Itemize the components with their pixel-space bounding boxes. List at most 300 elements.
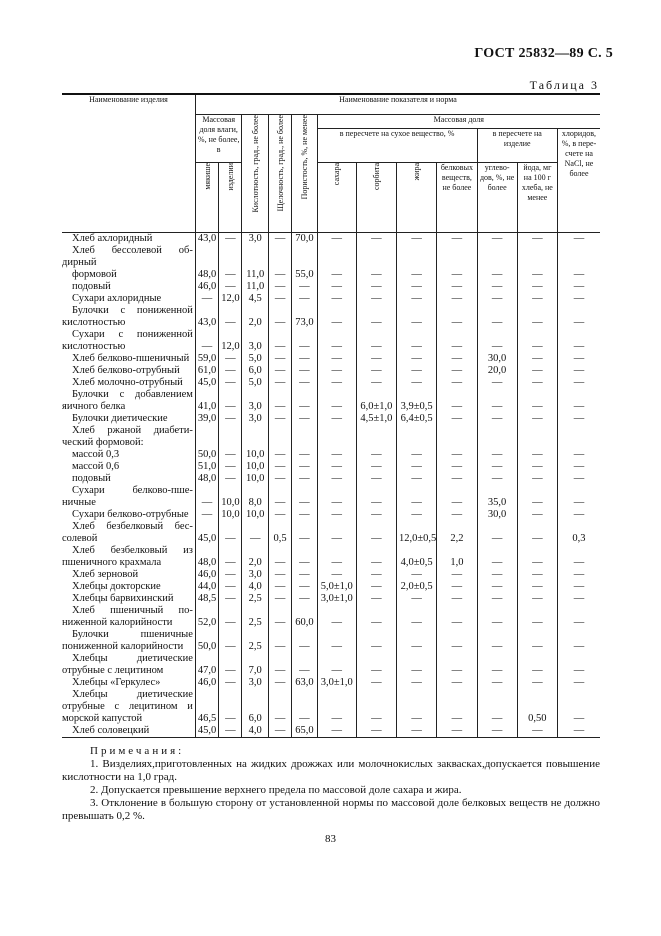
row-value: — xyxy=(517,281,557,293)
row-value: — xyxy=(219,593,242,605)
row-value: — xyxy=(356,569,396,581)
row-value: — xyxy=(517,461,557,473)
row-value: — xyxy=(437,353,477,365)
table-row xyxy=(62,473,600,485)
row-value: — xyxy=(437,293,477,305)
row-value: 48,5 xyxy=(195,593,218,605)
row-value: — xyxy=(268,653,291,677)
row-value: — xyxy=(517,377,557,389)
row-value: 5,0 xyxy=(242,353,268,365)
row-value: — xyxy=(517,653,557,677)
row-value: 2,0±0,5 xyxy=(397,581,437,593)
row-value: — xyxy=(477,461,517,473)
row-value: — xyxy=(195,509,218,521)
row-value: — xyxy=(397,653,437,677)
row-value: — xyxy=(517,521,557,545)
row-value: 47,0 xyxy=(195,653,218,677)
row-value: — xyxy=(517,329,557,353)
table-row xyxy=(62,689,600,725)
row-value: — xyxy=(356,521,396,545)
row-value: 4,0 xyxy=(242,581,268,593)
row-value: — xyxy=(517,581,557,593)
row-value: — xyxy=(268,281,291,293)
row-value: — xyxy=(292,485,317,509)
row-value: 10,0 xyxy=(242,473,268,485)
col-header-dry: в пересчете на сухое вещество, % xyxy=(317,128,477,162)
row-value: — xyxy=(397,269,437,281)
row-value: 46,0 xyxy=(195,569,218,581)
row-name: Хлебцы диетические отрубные с лецитином xyxy=(62,652,193,676)
table-container xyxy=(62,93,600,738)
row-value: 4,0±0,5 xyxy=(397,545,437,569)
row-name: Хлеб зерновой xyxy=(72,568,139,580)
row-value: — xyxy=(268,353,291,365)
row-value: — xyxy=(356,281,396,293)
row-value: — xyxy=(517,473,557,485)
row-value: — xyxy=(437,473,477,485)
row-value: — xyxy=(268,232,291,245)
row-name: Хлебцы барвихинский xyxy=(72,592,174,604)
col-header-porosity: Пористость, %, не менее xyxy=(292,114,317,232)
row-value: — xyxy=(557,305,600,329)
row-value: — xyxy=(557,569,600,581)
row-name: Булочки с добавлением яичного белка xyxy=(62,388,193,412)
row-value: — xyxy=(397,725,437,738)
row-value xyxy=(242,425,268,449)
table-row xyxy=(62,545,600,569)
table-row xyxy=(62,605,600,629)
row-value xyxy=(517,245,557,269)
table-row xyxy=(62,629,600,653)
row-value: 4,5 xyxy=(242,293,268,305)
row-value: 3,0±1,0 xyxy=(317,677,356,689)
row-value: 2,2 xyxy=(437,521,477,545)
row-value: — xyxy=(437,281,477,293)
row-name: Хлеб белково-пшеничный xyxy=(72,352,190,364)
row-value: — xyxy=(268,389,291,413)
row-value: 8,0 xyxy=(242,485,268,509)
row-value: — xyxy=(219,629,242,653)
row-value: — xyxy=(268,629,291,653)
table-row xyxy=(62,653,600,677)
col-header-protein: белковых веществ, не более xyxy=(437,162,477,232)
row-value: — xyxy=(477,269,517,281)
table-row xyxy=(62,485,600,509)
row-value: — xyxy=(292,509,317,521)
row-value: — xyxy=(397,377,437,389)
row-value: — xyxy=(292,353,317,365)
row-value: — xyxy=(557,653,600,677)
row-value: — xyxy=(437,653,477,677)
row-value: — xyxy=(317,353,356,365)
row-value: — xyxy=(477,389,517,413)
row-value: — xyxy=(268,725,291,738)
row-value: 30,0 xyxy=(477,509,517,521)
row-value: — xyxy=(219,569,242,581)
row-value: — xyxy=(397,232,437,245)
row-value: — xyxy=(317,281,356,293)
col-header-indicator: Наименование показателя и норма xyxy=(195,94,600,114)
row-value: — xyxy=(356,461,396,473)
row-value: 60,0 xyxy=(292,605,317,629)
row-value: — xyxy=(437,232,477,245)
row-value: — xyxy=(557,581,600,593)
row-name: массой 0,6 xyxy=(72,460,120,472)
row-value: 6,0 xyxy=(242,365,268,377)
row-value: 5,0±1,0 xyxy=(317,581,356,593)
row-value: — xyxy=(557,473,600,485)
row-value: — xyxy=(219,413,242,425)
col-header-product-moisture: изделии xyxy=(219,162,242,232)
row-value: — xyxy=(477,689,517,725)
row-value: 4,5±1,0 xyxy=(356,413,396,425)
row-value xyxy=(517,425,557,449)
row-value: — xyxy=(517,449,557,461)
row-value: 11,0 xyxy=(242,281,268,293)
row-value: 73,0 xyxy=(292,305,317,329)
row-value: — xyxy=(268,413,291,425)
row-value: — xyxy=(317,725,356,738)
row-value: — xyxy=(437,581,477,593)
row-value: — xyxy=(557,365,600,377)
col-header-mass: Массовая доля xyxy=(317,114,600,128)
row-value: 35,0 xyxy=(477,485,517,509)
row-value: — xyxy=(437,689,477,725)
row-value: 48,0 xyxy=(195,269,218,281)
row-value: — xyxy=(219,473,242,485)
row-name: Сухари с пониженной кислотностью xyxy=(62,328,193,352)
row-value: — xyxy=(397,629,437,653)
col-header-moisture: Массовая доля влаги, %, не более, в xyxy=(195,114,242,162)
row-value: — xyxy=(477,521,517,545)
row-value: — xyxy=(477,545,517,569)
row-value: 30,0 xyxy=(477,353,517,365)
row-value: — xyxy=(292,329,317,353)
row-value: — xyxy=(219,581,242,593)
standard-header: ГОСТ 25832—89 С. 5 xyxy=(474,46,613,61)
row-value: 41,0 xyxy=(195,389,218,413)
row-value: — xyxy=(397,677,437,689)
row-value: — xyxy=(557,485,600,509)
row-value: — xyxy=(517,569,557,581)
row-value: — xyxy=(292,581,317,593)
row-value: — xyxy=(477,329,517,353)
row-value: — xyxy=(517,605,557,629)
row-value: — xyxy=(517,232,557,245)
row-value: 59,0 xyxy=(195,353,218,365)
row-value: — xyxy=(268,365,291,377)
row-name: Хлебцы диетические отрубные с лецитином и морской капустой xyxy=(62,688,193,724)
row-value: — xyxy=(557,389,600,413)
row-value: — xyxy=(517,269,557,281)
row-value: 6,0±1,0 xyxy=(356,389,396,413)
row-value: 0,5 xyxy=(268,521,291,545)
row-value: — xyxy=(268,293,291,305)
row-value: 3,0 xyxy=(242,232,268,245)
row-value: — xyxy=(557,509,600,521)
row-value: — xyxy=(356,677,396,689)
row-value: 3,0 xyxy=(242,413,268,425)
row-value: — xyxy=(517,509,557,521)
row-value: 10,0 xyxy=(242,461,268,473)
row-value: 46,5 xyxy=(195,689,218,725)
row-value: 2,5 xyxy=(242,593,268,605)
row-value: — xyxy=(268,545,291,569)
row-value: — xyxy=(437,377,477,389)
table-row xyxy=(62,305,600,329)
row-value: — xyxy=(557,725,600,738)
row-name: Хлеб безбелковый бессолевой xyxy=(62,520,193,544)
row-value: — xyxy=(517,389,557,413)
row-value: — xyxy=(477,677,517,689)
row-value: — xyxy=(437,629,477,653)
row-value: — xyxy=(292,413,317,425)
table-row xyxy=(62,281,600,293)
row-value: — xyxy=(477,377,517,389)
row-value: — xyxy=(557,329,600,353)
row-value: 43,0 xyxy=(195,232,218,245)
col-header-carbs: углеводов, %, не более xyxy=(477,162,517,232)
row-value: — xyxy=(557,689,600,725)
row-value: — xyxy=(195,293,218,305)
row-value: — xyxy=(557,449,600,461)
row-value: — xyxy=(219,449,242,461)
row-value: — xyxy=(356,449,396,461)
note-1: 1. Визделиях,приготовленных на жидких дрожжах или молочнокислых заквасках,допускается повышение кислотности на 1,0 град. xyxy=(62,758,600,783)
col-header-acidity: Кислотность, град., не более xyxy=(242,114,268,232)
note-2: 2. Допускается превышение верхнего предела по массовой доле сахара и жира. xyxy=(90,784,462,796)
col-header-iodine: йода, мг на 100 г хлеба, не менее xyxy=(517,162,557,232)
row-name: Хлеб ахлоридный xyxy=(62,232,195,245)
row-value xyxy=(437,245,477,269)
row-value: 2,0 xyxy=(242,545,268,569)
row-name: формовой xyxy=(72,268,117,280)
row-value: — xyxy=(317,545,356,569)
row-value: — xyxy=(557,413,600,425)
row-value: 46,0 xyxy=(195,281,218,293)
row-value: — xyxy=(268,689,291,725)
row-value: — xyxy=(219,653,242,677)
row-value: 3,0 xyxy=(242,569,268,581)
row-value: 3,0±1,0 xyxy=(317,593,356,605)
row-value: — xyxy=(195,485,218,509)
row-value: — xyxy=(557,677,600,689)
row-value: — xyxy=(292,473,317,485)
row-value: — xyxy=(317,232,356,245)
row-value: — xyxy=(292,521,317,545)
row-value: — xyxy=(557,293,600,305)
row-value: 6,4±0,5 xyxy=(397,413,437,425)
row-value: — xyxy=(437,509,477,521)
row-value: — xyxy=(268,461,291,473)
row-value: — xyxy=(356,509,396,521)
row-value: — xyxy=(437,485,477,509)
row-value: — xyxy=(356,629,396,653)
row-value: — xyxy=(557,461,600,473)
row-value: — xyxy=(557,593,600,605)
row-value: — xyxy=(219,232,242,245)
note-3: 3. Отклонение в большую сторону от установленной нормы по массовой доле белковых веществ не должно превышать 0,2 %. xyxy=(62,797,600,822)
table-row xyxy=(62,232,600,245)
row-value: — xyxy=(317,365,356,377)
row-value: — xyxy=(356,353,396,365)
row-value: 50,0 xyxy=(195,449,218,461)
notes-title: Примечания: xyxy=(90,745,185,757)
row-value: — xyxy=(477,281,517,293)
row-value: — xyxy=(517,305,557,329)
table-row xyxy=(62,329,600,353)
row-value: — xyxy=(317,305,356,329)
row-value: — xyxy=(219,521,242,545)
row-value xyxy=(557,245,600,269)
row-name: подовый xyxy=(72,472,111,484)
row-name: Хлебцы «Геркулес» xyxy=(72,676,161,688)
row-value: — xyxy=(219,461,242,473)
row-value xyxy=(317,245,356,269)
table-row xyxy=(62,377,600,389)
row-value: — xyxy=(356,473,396,485)
row-value: — xyxy=(437,365,477,377)
row-value: — xyxy=(317,269,356,281)
row-value: — xyxy=(268,593,291,605)
row-value: — xyxy=(477,653,517,677)
row-value: — xyxy=(219,389,242,413)
row-value xyxy=(195,245,218,269)
page-number: 83 xyxy=(325,833,336,845)
col-header-name: Наименование изделия xyxy=(62,94,195,232)
row-name: Хлеб безбелковый из пшеничного крахмала xyxy=(62,544,193,568)
row-value: — xyxy=(397,353,437,365)
row-value: — xyxy=(292,569,317,581)
row-value xyxy=(557,425,600,449)
row-value: — xyxy=(356,605,396,629)
row-value: — xyxy=(356,329,396,353)
row-value: 3,0 xyxy=(242,389,268,413)
row-value: 10,0 xyxy=(242,509,268,521)
data-table xyxy=(62,93,600,738)
row-value: — xyxy=(356,545,396,569)
row-value: — xyxy=(317,689,356,725)
row-value: — xyxy=(292,689,317,725)
row-value: — xyxy=(517,485,557,509)
row-value: — xyxy=(397,689,437,725)
row-value: — xyxy=(219,725,242,738)
row-value: — xyxy=(437,413,477,425)
row-value: 10,0 xyxy=(219,485,242,509)
row-value: 45,0 xyxy=(195,725,218,738)
row-name: Хлеб белково-отрубный xyxy=(72,364,180,376)
row-name: Булочки с пониженной кислотностью xyxy=(62,304,193,328)
table-row xyxy=(62,269,600,281)
row-value: — xyxy=(557,353,600,365)
row-name: Хлеб пшеничный пониженной калорийности xyxy=(62,604,193,628)
row-value: — xyxy=(317,293,356,305)
row-name: Хлеб молочно-отрубный xyxy=(72,376,183,388)
row-value: 11,0 xyxy=(242,269,268,281)
row-value: 7,0 xyxy=(242,653,268,677)
row-value: — xyxy=(242,521,268,545)
row-value: 52,0 xyxy=(195,605,218,629)
row-name: Сухари белково-отрубные xyxy=(72,508,189,520)
row-value: — xyxy=(219,365,242,377)
row-value: 12,0±0,5 xyxy=(397,521,437,545)
row-value: — xyxy=(477,305,517,329)
col-header-fat: жира xyxy=(397,162,437,232)
row-value: — xyxy=(219,605,242,629)
row-value: — xyxy=(477,593,517,605)
row-value: — xyxy=(356,377,396,389)
row-value: — xyxy=(477,473,517,485)
row-value xyxy=(268,245,291,269)
row-value: — xyxy=(317,569,356,581)
table-row xyxy=(62,581,600,593)
row-value: — xyxy=(477,605,517,629)
row-value: — xyxy=(317,377,356,389)
table-row xyxy=(62,449,600,461)
row-value: — xyxy=(356,593,396,605)
row-value: — xyxy=(517,725,557,738)
row-name: Хлеб бессолевой обдирный xyxy=(62,244,193,268)
row-value: 10,0 xyxy=(242,449,268,461)
row-value xyxy=(356,425,396,449)
row-name: массой 0,3 xyxy=(72,448,120,460)
row-value: 50,0 xyxy=(195,629,218,653)
row-value: — xyxy=(437,725,477,738)
col-header-crumb: мякише xyxy=(195,162,218,232)
row-value: — xyxy=(356,293,396,305)
row-value: — xyxy=(317,653,356,677)
row-value: — xyxy=(317,461,356,473)
row-value: — xyxy=(317,329,356,353)
row-value: — xyxy=(292,629,317,653)
row-value: 61,0 xyxy=(195,365,218,377)
row-value: — xyxy=(219,305,242,329)
row-value: — xyxy=(268,605,291,629)
row-value: — xyxy=(437,389,477,413)
row-value: — xyxy=(292,389,317,413)
notes-section xyxy=(62,745,600,823)
table-row xyxy=(62,353,600,365)
row-value: 12,0 xyxy=(219,293,242,305)
row-value: — xyxy=(517,593,557,605)
row-value xyxy=(317,425,356,449)
row-value: — xyxy=(268,269,291,281)
row-value: — xyxy=(477,449,517,461)
row-value: — xyxy=(317,485,356,509)
row-value: — xyxy=(397,605,437,629)
row-value: — xyxy=(557,629,600,653)
row-value: 65,0 xyxy=(292,725,317,738)
row-value: — xyxy=(477,581,517,593)
row-name: подовый xyxy=(72,280,111,292)
col-header-sorbitol: сорбита xyxy=(356,162,396,232)
row-value: — xyxy=(317,389,356,413)
row-value: — xyxy=(292,653,317,677)
row-value xyxy=(195,425,218,449)
table-row xyxy=(62,593,600,605)
row-value: — xyxy=(219,545,242,569)
table-row xyxy=(62,725,600,738)
row-value: — xyxy=(292,449,317,461)
row-value: — xyxy=(292,377,317,389)
row-value: — xyxy=(397,473,437,485)
col-header-sugar: сахара xyxy=(317,162,356,232)
row-value: — xyxy=(356,485,396,509)
row-value: — xyxy=(397,485,437,509)
row-value: — xyxy=(477,232,517,245)
row-value: — xyxy=(219,353,242,365)
row-value xyxy=(242,245,268,269)
